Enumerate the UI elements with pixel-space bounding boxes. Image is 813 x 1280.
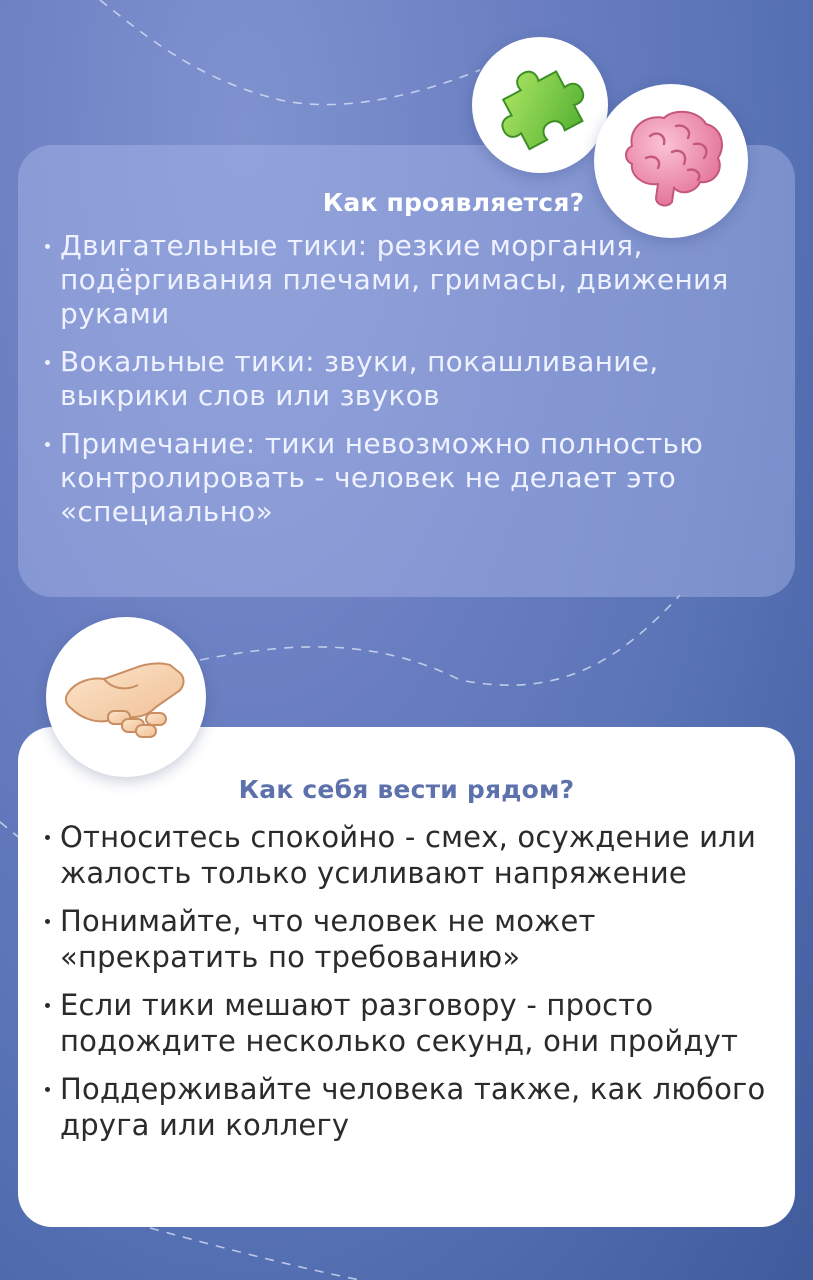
handshake-icon (46, 617, 206, 777)
bullet (45, 244, 50, 249)
list-item: Двигательные тики: резкие моргания, подёргивания плечами, гримасы, движения руками (45, 229, 775, 331)
bullet (45, 835, 50, 840)
bullet (45, 442, 50, 447)
handshake-icon-badge (46, 617, 206, 777)
puzzle-icon (472, 37, 608, 173)
puzzle-icon-badge (472, 37, 608, 173)
behavior-list (45, 819, 790, 1155)
behavior-card (18, 727, 795, 1227)
manifestation-title: Как проявляется? (322, 188, 585, 217)
list-item: Поддерживайте человека также, как любого друга или коллегу (45, 1071, 790, 1143)
bullet (45, 360, 50, 365)
bullet (45, 1003, 50, 1008)
list-item: Если тики мешают разговору - просто подождите несколько секунд, они пройдут (45, 987, 790, 1059)
bullet (45, 1087, 50, 1092)
list-item: Относитесь спокойно - смех, осуждение или жалость только усиливают напряжение (45, 819, 790, 891)
manifestation-list (45, 229, 775, 543)
list-item: Примечание: тики невозможно полностью контролировать - человек не делает это «специально» (45, 427, 775, 529)
list-item: Понимайте, что человек не может «прекратить по требованию» (45, 903, 790, 975)
behavior-title: Как себя вести рядом? (238, 775, 575, 804)
bullet (45, 919, 50, 924)
brain-icon (594, 84, 748, 238)
brain-icon-badge (594, 84, 748, 238)
list-item: Вокальные тики: звуки, покашливание, выкрики слов или звуков (45, 345, 775, 413)
